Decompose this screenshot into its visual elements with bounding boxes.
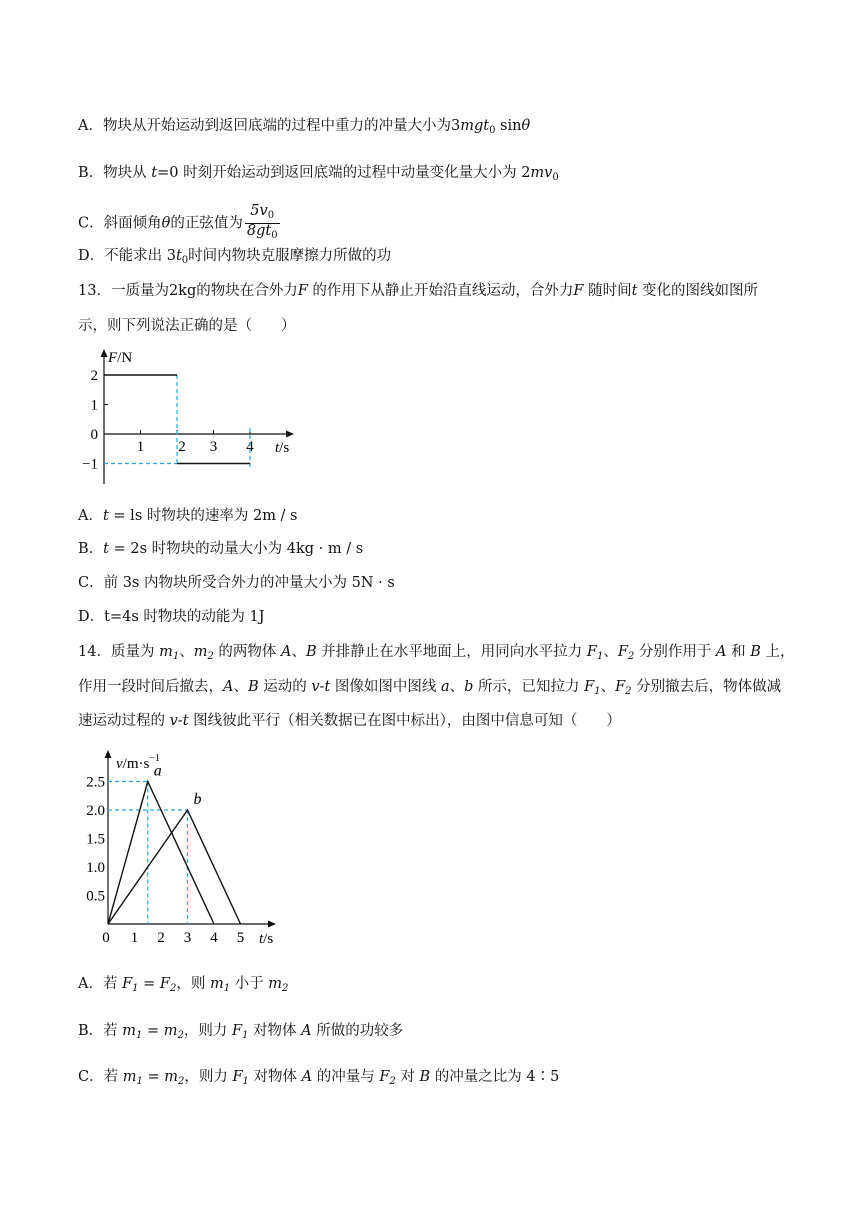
math-var: A <box>715 644 727 660</box>
math-var: m <box>122 1069 137 1085</box>
option-text: = 2s 时物块的动量大小为 4kg · m / s <box>108 541 364 557</box>
option-text: =0 时刻开始运动到返回底端的过程中动量变化量大小为 <box>157 165 522 181</box>
q12-option-d <box>78 246 391 271</box>
math-var: 5v <box>250 203 268 219</box>
stem-text: ，则力 <box>183 1023 232 1039</box>
math-var: A <box>281 644 292 660</box>
x-tick-label: 3 <box>209 439 218 455</box>
stem-text: 所做的功较多 <box>311 1023 404 1039</box>
math-var: m <box>122 1023 137 1039</box>
stem-text: 示，则下列说法正确的是（ ） <box>78 318 296 334</box>
x-tick-label: 2 <box>157 930 165 946</box>
stem-text: 上， <box>760 644 795 660</box>
x-tick-label: 4 <box>210 930 218 946</box>
stem-text: 分别撤去后，物体做减 <box>631 679 782 695</box>
stem-text: 小于 <box>230 976 269 992</box>
math-sub: 1 <box>223 983 231 994</box>
math-sub: 2 <box>627 651 635 662</box>
math-sub: 1 <box>172 651 180 662</box>
q14-stem-line3 <box>78 711 621 731</box>
option-text: C．斜面倾角 <box>78 215 162 232</box>
math-var: t <box>102 508 109 524</box>
math-var: a <box>441 679 450 695</box>
stem-text: 的冲量与 <box>312 1069 380 1085</box>
stem-text: B．若 <box>78 1023 123 1039</box>
y-tick-label: 2.5 <box>86 774 105 791</box>
stem-text: 对物体 <box>248 1069 302 1085</box>
y-tick-label: 2.0 <box>86 803 105 819</box>
stem-text: 速运动过程的 <box>78 713 170 729</box>
math-var: F <box>586 644 597 660</box>
q14-option-b <box>78 1021 403 1046</box>
q13-option-c <box>78 573 395 593</box>
x-axis-label: t/s <box>275 440 290 456</box>
option-text: = ls 时物块的速率为 2m / s <box>108 508 298 524</box>
math-var: t <box>631 283 638 299</box>
q14-option-c <box>78 1067 559 1092</box>
math-var: B <box>247 679 259 695</box>
y-tick-label: 0 <box>90 427 98 443</box>
math-var: F <box>122 976 133 992</box>
stem-text: ，则力 <box>184 1069 233 1085</box>
math-sub: 0 <box>489 125 496 136</box>
math-var: mgt <box>460 118 490 134</box>
option-text: D．t=4s 时物块的动能为 1J <box>78 609 265 625</box>
stem-text: 的两物体 <box>213 644 282 660</box>
q13-option-d <box>78 607 265 627</box>
stem-text: 的作用下从静止开始沿直线运动，合外力 <box>307 283 574 299</box>
y-tick-label: −1 <box>82 456 98 473</box>
math-sub: 2 <box>177 1076 185 1087</box>
math-sub: 1 <box>242 1030 249 1041</box>
math-sub: 0 <box>181 255 189 266</box>
q13-stem-line1 <box>78 281 758 301</box>
math-sub: 2 <box>177 1030 184 1041</box>
stem-text: 作用一段时间后撤去， <box>78 679 223 695</box>
velocity-time-chart <box>78 746 298 954</box>
math-sub: 1 <box>132 983 139 994</box>
x-axis-label: t/s <box>259 931 274 947</box>
stem-text: 的物块在合外力 <box>196 283 298 299</box>
math-var: t <box>151 165 158 181</box>
math-fn: sin <box>495 118 522 134</box>
stem-text: 、 <box>603 644 618 660</box>
x-axis-arrow <box>286 431 294 438</box>
math-sub: 2 <box>169 983 177 994</box>
q13-stem-line2 <box>78 316 296 336</box>
math-var: F <box>573 283 584 299</box>
option-text: C．前 3s 内物块所受合外力的冲量大小为 5N · s <box>78 575 395 591</box>
q12-option-a <box>78 116 530 141</box>
math-var: m <box>164 1069 178 1085</box>
math-var: t <box>103 541 109 557</box>
math-sub: 2 <box>625 686 632 697</box>
y-tick-label: 1 <box>90 397 98 414</box>
x-tick-label: 1 <box>130 930 139 946</box>
series-line-b <box>108 810 241 924</box>
q14-stem-line2 <box>78 677 781 702</box>
stem-text: 运动的 <box>258 679 312 695</box>
stem-text: 对物体 <box>248 1023 302 1039</box>
q13-option-b <box>78 539 363 559</box>
math-var: A <box>301 1069 313 1085</box>
option-text: A． <box>78 508 103 524</box>
math-var: F <box>159 976 170 992</box>
option-text: D．不能求出 3 <box>78 248 176 264</box>
x-tick-label: 2 <box>178 439 186 455</box>
math-var: mv <box>530 165 553 181</box>
math-var: b <box>464 679 474 695</box>
math-var: F <box>615 679 626 695</box>
math-var: v-t <box>311 679 331 695</box>
fraction <box>245 204 280 243</box>
stem-text: 、 <box>600 679 616 695</box>
math-var: F <box>232 1023 243 1039</box>
option-text: 时间内物块克服摩擦力所做的功 <box>188 248 392 264</box>
option-text: B．物块从 <box>78 165 152 181</box>
q12-option-b <box>78 163 559 188</box>
stem-text: 、 <box>179 644 194 660</box>
y-axis-label: F/N <box>108 350 133 366</box>
math-var: B <box>750 644 761 660</box>
option-text: A．物块从开始运动到返回底端的过程中重力的冲量大小为 <box>78 118 451 134</box>
math-sub: 0 <box>552 172 559 183</box>
stem-text: 、 <box>233 679 248 695</box>
math-var: m <box>209 976 224 992</box>
math-sub: 1 <box>242 1076 249 1087</box>
y-axis-arrow <box>105 750 112 758</box>
math-sub: 1 <box>136 1030 143 1041</box>
y-tick-label: 2 <box>90 368 98 384</box>
math-sub: 1 <box>594 686 601 697</box>
q14-option-a <box>78 974 288 999</box>
series-label-a: a <box>153 762 162 780</box>
math-var: F <box>232 1069 243 1085</box>
stem-text: 所示，已知拉力 <box>473 679 585 695</box>
stem-text: 和 <box>726 644 751 660</box>
math-var: m <box>268 976 283 992</box>
stem-text: 13．一质量为 <box>78 283 169 299</box>
stem-text: A．若 <box>78 976 123 992</box>
stem-text: = <box>138 976 160 992</box>
math-var: B <box>419 1069 431 1085</box>
stem-text: C．若 <box>78 1069 123 1085</box>
stem-text: 对 <box>395 1069 420 1085</box>
math-sub: 1 <box>596 651 604 662</box>
x-tick-label: 5 <box>236 930 245 946</box>
math-var: m <box>193 644 208 660</box>
q14-stem-line1 <box>78 642 794 667</box>
option-text: 的正弦值为 <box>170 215 243 232</box>
math-var: θ <box>161 215 171 232</box>
math-sub: 2 <box>282 983 289 994</box>
x-tick-label: 1 <box>136 439 145 455</box>
x-tick-label: 4 <box>246 439 254 455</box>
x-axis-arrow <box>268 921 276 928</box>
x-tick-label: 0 <box>102 930 110 946</box>
stem-text: 、 <box>449 679 465 695</box>
stem-text: 变化的图线如图所 <box>637 283 759 299</box>
math-sub: 0 <box>267 210 275 221</box>
math-var: A <box>301 1023 312 1039</box>
math-var: v-t <box>169 713 189 729</box>
math-var: 8gt <box>246 223 272 239</box>
math-var: θ <box>521 118 531 134</box>
y-tick-label: 0.5 <box>86 888 105 905</box>
stem-text: 、 <box>291 644 307 660</box>
math-sub: 2 <box>207 651 214 662</box>
math-sub: 0 <box>271 230 278 241</box>
stem-text: ，则 <box>176 976 210 992</box>
math-var: B <box>306 644 317 660</box>
q13-option-a <box>78 506 298 526</box>
math-var: m <box>159 644 173 660</box>
stem-text: 的冲量之比为 4∶5 <box>430 1069 560 1085</box>
math-coef: 3 <box>450 118 461 134</box>
stem-text: 图像如图中图线 <box>330 679 441 695</box>
option-text: B． <box>78 541 104 557</box>
stem-text: 2kg <box>168 283 197 299</box>
stem-text: 并排静止在水平地面上，用同向水平拉力 <box>316 644 587 660</box>
math-sub: 2 <box>389 1076 396 1087</box>
series-label-b: b <box>193 791 202 808</box>
math-coef: 2 <box>521 165 531 181</box>
math-var: t <box>175 248 182 264</box>
math-var: m <box>163 1023 178 1039</box>
y-tick-label: 1.5 <box>86 831 105 848</box>
math-var: F <box>379 1069 390 1085</box>
math-var: F <box>584 679 595 695</box>
y-tick-label: 1.0 <box>86 860 105 876</box>
force-time-chart <box>78 346 318 492</box>
stem-text: 随时间 <box>583 283 632 299</box>
stem-text: 14．质量为 <box>78 644 160 660</box>
q12-option-c <box>78 204 280 243</box>
math-var: A <box>223 679 234 695</box>
stem-text: = <box>142 1069 165 1085</box>
stem-text: 分别作用于 <box>634 644 716 660</box>
math-sub: 1 <box>136 1076 143 1087</box>
y-axis-label: $v/m\cdot s^{-1}$ <box>116 753 160 772</box>
stem-text: 图线彼此平行（相关数据已在图中标出），由图中信息可知（ ） <box>188 713 621 729</box>
math-var: F <box>617 644 628 660</box>
fraction-numerator <box>245 204 280 224</box>
x-tick-label: 3 <box>183 930 192 946</box>
math-var: F <box>297 283 308 299</box>
fraction-denominator <box>245 224 280 243</box>
stem-text: = <box>142 1023 164 1039</box>
y-axis-arrow <box>101 349 108 357</box>
